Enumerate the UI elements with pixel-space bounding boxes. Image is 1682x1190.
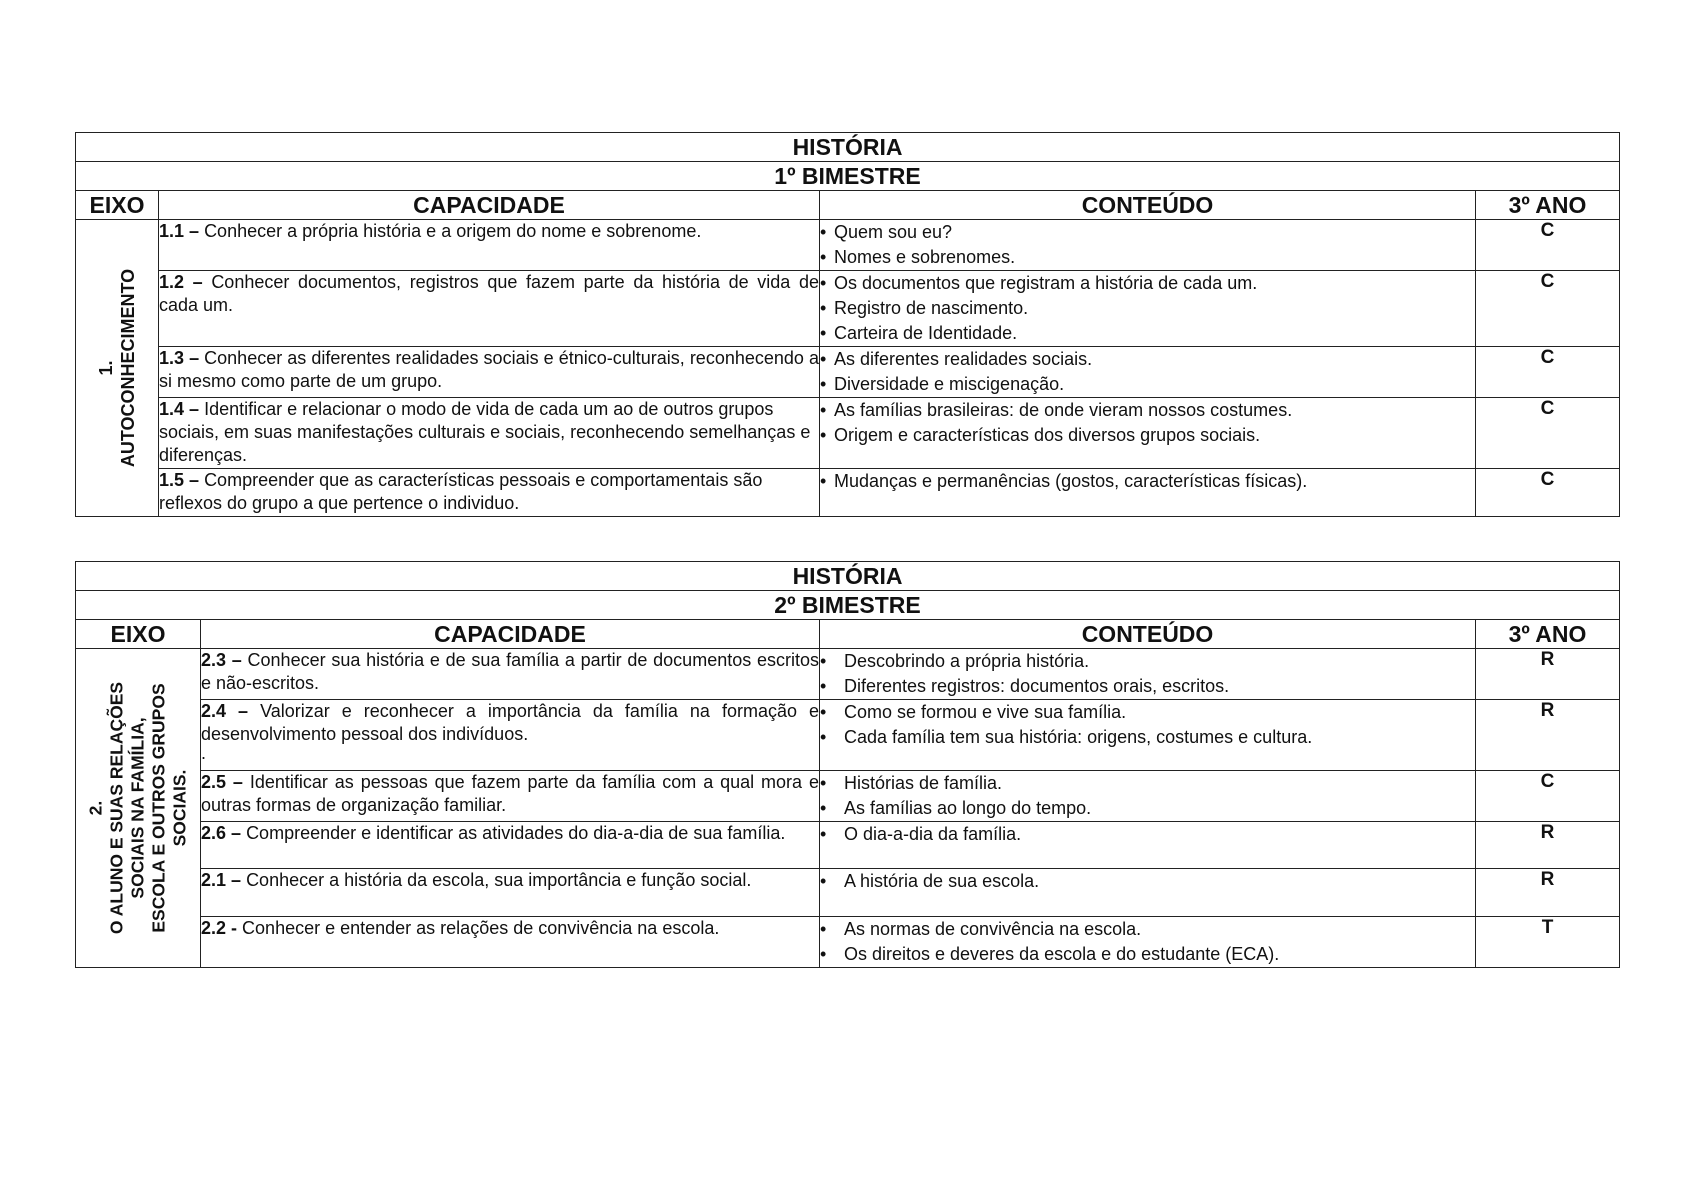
header-conteudo: CONTEÚDO (820, 191, 1476, 220)
content-item: • As famílias ao longo do tempo. (820, 796, 1475, 821)
capacity-code: 1.2 – (159, 272, 203, 292)
content-cell (820, 271, 1476, 347)
header-capacidade: CAPACIDADE (159, 191, 820, 220)
stray-dot: . (201, 743, 207, 763)
table-bimester-title: 2º BIMESTRE (76, 591, 1620, 620)
axis-number: 2. (85, 800, 106, 816)
content-item: • Mudanças e permanências (gostos, características físicas). (820, 469, 1475, 494)
capacity-cell (201, 771, 820, 822)
grade-cell: R (1476, 700, 1620, 771)
axis-number: 1. (96, 360, 116, 376)
capacity-code: 2.3 – (201, 650, 242, 670)
content-cell (820, 347, 1476, 398)
table-row (76, 220, 1620, 271)
content-cell (820, 398, 1476, 469)
capacity-text: Identificar e relacionar o modo de vida de cada um ao de outros grupos sociais, em suas manifestações culturais e sociais, reconhecendo semelhanças e diferenças. (159, 399, 811, 465)
axis-line: ESCOLA E OUTROS GRUPOS (148, 683, 169, 933)
capacity-cell (159, 220, 820, 271)
capacity-text: Compreender que as características pessoais e comportamentais são reflexos do grupo a que pertence o individuo. (159, 470, 763, 513)
content-item: • O dia-a-dia da família. (820, 822, 1475, 847)
capacity-cell (201, 700, 820, 771)
content-item: • Origem e características dos diversos grupos sociais. (820, 423, 1475, 448)
capacity-text: Conhecer as diferentes realidades sociais e étnico-culturais, reconhecendo a si mesmo como parte de um grupo. (159, 348, 819, 391)
content-item: • Os documentos que registram a história de cada um. (820, 271, 1475, 296)
content-item: • Carteira de Identidade. (820, 321, 1475, 346)
capacity-code: 2.4 – (201, 701, 249, 721)
content-item: • Diferentes registros: documentos orais, escritos. (820, 674, 1475, 699)
table-row (76, 271, 1620, 347)
axis-cell (76, 649, 201, 968)
capacity-cell (201, 822, 820, 869)
table-row (76, 917, 1620, 968)
capacity-cell (159, 271, 820, 347)
content-cell (820, 822, 1476, 869)
capacity-text: Identificar as pessoas que fazem parte da família com a qual mora e outras formas de organização familiar. (201, 772, 819, 815)
capacity-cell (159, 469, 820, 517)
capacity-text: Conhecer e entender as relações de convivência na escola. (242, 918, 720, 938)
axis-line: SOCIAIS. (169, 769, 190, 847)
table-row (76, 398, 1620, 469)
content-item: • As famílias brasileiras: de onde vieram nossos costumes. (820, 398, 1475, 423)
content-item: • Diversidade e miscigenação. (820, 372, 1475, 397)
table-row (76, 771, 1620, 822)
capacity-code: 2.5 – (201, 772, 243, 792)
capacity-text: Conhecer documentos, registros que fazem parte da história de vida de cada um. (159, 272, 819, 315)
table-subject-title: HISTÓRIA (76, 133, 1620, 162)
table-row (76, 700, 1620, 771)
capacity-code: 2.2 - (201, 918, 238, 938)
capacity-text: Compreender e identificar as atividades do dia-a-dia de sua família. (246, 823, 786, 843)
content-item: • Registro de nascimento. (820, 296, 1475, 321)
grade-cell: R (1476, 822, 1620, 869)
grade-cell: R (1476, 649, 1620, 700)
content-item: • As normas de convivência na escola. (820, 917, 1475, 942)
capacity-text: Conhecer a história da escola, sua importância e função social. (246, 870, 752, 890)
capacity-text: Conhecer a própria história e a origem do nome e sobrenome. (204, 221, 702, 241)
capacity-text: Valorizar e reconhecer a importância da família na formação e desenvolvimento pessoal dos indivíduos. (201, 701, 819, 744)
capacity-cell (159, 347, 820, 398)
grade-cell: C (1476, 271, 1620, 347)
capacity-text: Conhecer sua história e de sua família a partir de documentos escritos e não-escritos. (201, 650, 819, 693)
grade-cell: C (1476, 398, 1620, 469)
table-row (76, 869, 1620, 917)
capacity-cell (201, 917, 820, 968)
axis-name: AUTOCONHECIMENTO (118, 268, 138, 468)
header-ano: 3º ANO (1476, 191, 1620, 220)
table-row (76, 469, 1620, 517)
capacity-code: 1.1 – (159, 221, 200, 241)
capacity-code: 1.4 – (159, 399, 200, 419)
header-capacidade: CAPACIDADE (201, 620, 820, 649)
history-table-bimester-1 (75, 132, 1620, 517)
grade-cell: C (1476, 220, 1620, 271)
table-row (76, 649, 1620, 700)
capacity-cell (201, 649, 820, 700)
capacity-cell (159, 398, 820, 469)
capacity-code: 2.6 – (201, 823, 242, 843)
axis-cell (76, 220, 159, 517)
axis-label (95, 269, 139, 467)
table-bimester-title: 1º BIMESTRE (76, 162, 1620, 191)
content-cell (820, 869, 1476, 917)
capacity-code: 1.3 – (159, 348, 200, 368)
history-table-bimester-2 (75, 561, 1620, 968)
content-cell (820, 649, 1476, 700)
content-item: • Histórias de família. (820, 771, 1475, 796)
axis-line: O ALUNO E SUAS RELAÇÕES (106, 681, 127, 935)
content-item: • As diferentes realidades sociais. (820, 347, 1475, 372)
grade-cell: T (1476, 917, 1620, 968)
content-item: • A história de sua escola. (820, 869, 1475, 894)
header-ano: 3º ANO (1476, 620, 1620, 649)
content-cell (820, 469, 1476, 517)
table-row (76, 822, 1620, 869)
content-item: • Cada família tem sua história: origens, costumes e cultura. (820, 725, 1475, 750)
table-row (76, 347, 1620, 398)
axis-line: SOCIAIS NA FAMÍLIA, (127, 717, 148, 899)
grade-cell: C (1476, 771, 1620, 822)
capacity-code: 1.5 – (159, 470, 200, 490)
content-item: • Quem sou eu? (820, 220, 1475, 245)
content-cell (820, 771, 1476, 822)
content-item: • Como se formou e vive sua família. (820, 700, 1475, 725)
grade-cell: C (1476, 469, 1620, 517)
capacity-cell (201, 869, 820, 917)
content-cell (820, 917, 1476, 968)
grade-cell: C (1476, 347, 1620, 398)
header-eixo: EIXO (76, 191, 159, 220)
content-item: • Descobrindo a própria história. (820, 649, 1475, 674)
header-eixo: EIXO (76, 620, 201, 649)
content-cell (820, 220, 1476, 271)
content-item: • Os direitos e deveres da escola e do estudante (ECA). (820, 942, 1475, 967)
content-cell (820, 700, 1476, 771)
grade-cell: R (1476, 869, 1620, 917)
axis-label (86, 682, 191, 934)
header-conteudo: CONTEÚDO (820, 620, 1476, 649)
content-item: • Nomes e sobrenomes. (820, 245, 1475, 270)
table-subject-title: HISTÓRIA (76, 562, 1620, 591)
capacity-code: 2.1 – (201, 870, 242, 890)
